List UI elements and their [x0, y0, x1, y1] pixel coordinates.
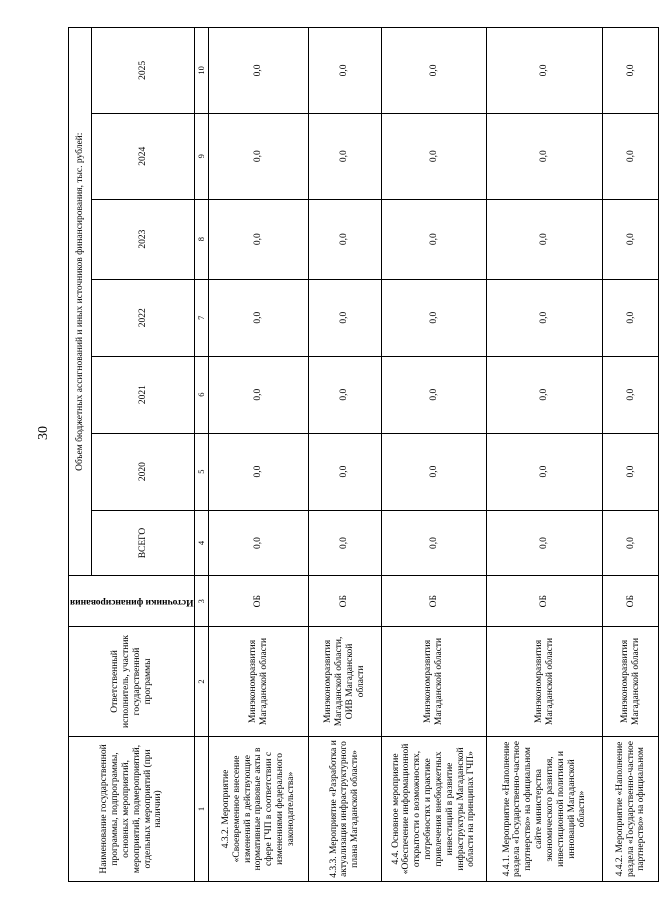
- row-name: 4.4.2. Мероприятие «Наполнение раздела «Государственно-частное партнерство» на официальном: [603, 736, 659, 881]
- row-name: 4.3.2. Мероприятие «Своевременное внесение изменений в действующие нормативные правовые акты в сфере ГЧП в соответствии с изменениями федерального законодательства»: [209, 736, 309, 881]
- header-total: ВСЕГО: [92, 510, 195, 576]
- row-executor: Минэкономразвития Магаданской области: [487, 627, 603, 737]
- row-value-2020: 0,0: [487, 433, 603, 510]
- column-number: 8: [195, 199, 209, 279]
- header-year-2021: 2021: [92, 356, 195, 433]
- row-executor: Минэкономразвития Магаданской области: [381, 627, 487, 737]
- table-row: [603, 28, 659, 882]
- column-number: 6: [195, 356, 209, 433]
- row-name: 4.4. Основное мероприятие «Обеспечение информационной открытости о возможностях, потребностях и практике привлечения внебюджетных инвестиций в развитие инфраструктуры Магаданской области на принципах ГЧП»: [381, 736, 487, 881]
- row-total: 0,0: [209, 510, 309, 576]
- row-value-2021: 0,0: [209, 356, 309, 433]
- row-value-2022: 0,0: [603, 279, 659, 356]
- header-executor: Ответственный исполнитель, участник государственной программы: [69, 627, 195, 737]
- row-source: ОБ: [603, 576, 659, 627]
- row-value-2024: 0,0: [381, 113, 487, 199]
- row-value-2022: 0,0: [487, 279, 603, 356]
- column-number: 2: [195, 627, 209, 737]
- row-executor: Минэкономразвития Магаданской области: [603, 627, 659, 737]
- row-value-2023: 0,0: [603, 199, 659, 279]
- row-value-2022: 0,0: [309, 279, 382, 356]
- row-value-2024: 0,0: [309, 113, 382, 199]
- column-number: 4: [195, 510, 209, 576]
- row-value-2023: 0,0: [209, 199, 309, 279]
- row-value-2023: 0,0: [487, 199, 603, 279]
- row-value-2025: 0,0: [381, 28, 487, 114]
- row-value-2024: 0,0: [209, 113, 309, 199]
- header-volume: Объем бюджетных ассигнований и иных источников финансирования, тыс. рублей:: [69, 28, 92, 576]
- row-value-2024: 0,0: [487, 113, 603, 199]
- row-executor: Минэкономразвития Магаданской области: [209, 627, 309, 737]
- page-number: 30: [36, 426, 51, 440]
- header-source-text: Источники финансирования: [70, 596, 194, 607]
- column-number: 1: [195, 736, 209, 881]
- row-total: 0,0: [381, 510, 487, 576]
- row-total: 0,0: [603, 510, 659, 576]
- table-row: [309, 28, 382, 882]
- row-total: 0,0: [487, 510, 603, 576]
- row-total: 0,0: [309, 510, 382, 576]
- column-number: 9: [195, 113, 209, 199]
- header-year-2022: 2022: [92, 279, 195, 356]
- row-value-2024: 0,0: [603, 113, 659, 199]
- row-value-2025: 0,0: [487, 28, 603, 114]
- column-number: 3: [195, 576, 209, 627]
- header-name: Наименование государственной программы, подпрограммы, основных мероприятий, мероприятий, подмероприятий, отдельных мероприятий (при наличии): [69, 736, 195, 881]
- row-value-2020: 0,0: [309, 433, 382, 510]
- row-executor: Минэкономразвития Магаданской области, ОИВ Магаданской области: [309, 627, 382, 737]
- row-source: ОБ: [487, 576, 603, 627]
- row-value-2021: 0,0: [603, 356, 659, 433]
- row-value-2025: 0,0: [209, 28, 309, 114]
- header-source: [69, 576, 195, 627]
- column-number: 7: [195, 279, 209, 356]
- row-source: ОБ: [309, 576, 382, 627]
- table-row: [381, 28, 487, 882]
- row-value-2021: 0,0: [487, 356, 603, 433]
- row-value-2023: 0,0: [309, 199, 382, 279]
- row-source: ОБ: [209, 576, 309, 627]
- row-value-2021: 0,0: [309, 356, 382, 433]
- row-source: ОБ: [381, 576, 487, 627]
- row-value-2020: 0,0: [209, 433, 309, 510]
- row-name: 4.4.1. Мероприятие «Наполнение раздела «Государственно-частное партнерство» на официальном сайте министерства экономического развития, инвестиционной политики и инноваций Магаданской области»: [487, 736, 603, 881]
- row-value-2022: 0,0: [209, 279, 309, 356]
- header-year-2025: 2025: [92, 28, 195, 114]
- row-value-2020: 0,0: [603, 433, 659, 510]
- row-value-2025: 0,0: [309, 28, 382, 114]
- row-value-2021: 0,0: [381, 356, 487, 433]
- row-value-2023: 0,0: [381, 199, 487, 279]
- column-number: 10: [195, 28, 209, 114]
- table-row: [209, 28, 309, 882]
- row-value-2025: 0,0: [603, 28, 659, 114]
- row-value-2020: 0,0: [381, 433, 487, 510]
- table-row: [487, 28, 603, 882]
- table-container: [68, 27, 647, 882]
- header-year-2020: 2020: [92, 433, 195, 510]
- row-value-2022: 0,0: [381, 279, 487, 356]
- row-name: 4.3.3. Мероприятие «Разработка и актуализация инфраструктурного плана Магаданской области»: [309, 736, 382, 881]
- header-year-2023: 2023: [92, 199, 195, 279]
- header-year-2024: 2024: [92, 113, 195, 199]
- budget-table: [68, 27, 659, 882]
- column-number: 5: [195, 433, 209, 510]
